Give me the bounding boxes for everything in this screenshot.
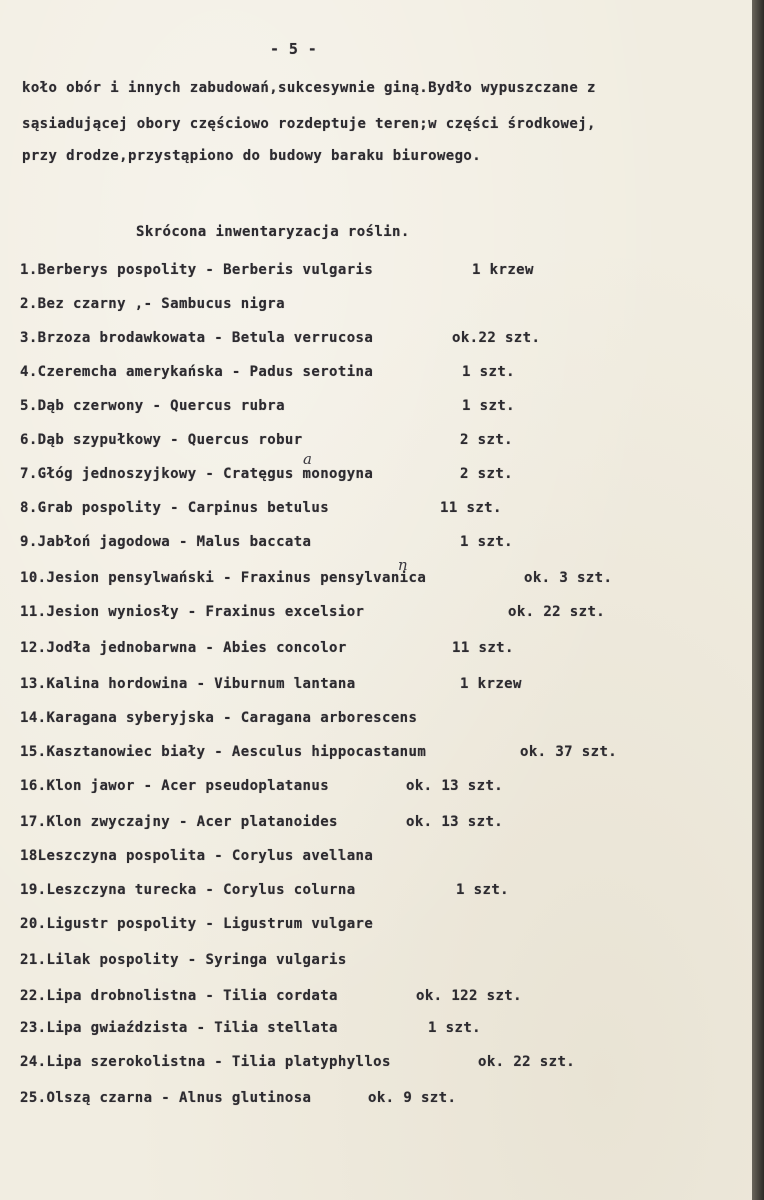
plant-list-item <box>20 778 329 794</box>
latin-name: Alnus glutinosa <box>178 1090 312 1106</box>
latin-name: Acer pseudoplatanus <box>161 778 330 794</box>
latin-name: Corylus colurna <box>223 882 356 898</box>
latin-name: Padus serotina <box>249 364 374 380</box>
item-number: 11. <box>20 604 47 620</box>
page-edge-shadow <box>752 0 764 1200</box>
page-number: - 5 - <box>270 40 318 58</box>
latin-name: Cratęgus monogyna <box>223 466 374 482</box>
polish-name: Dąb szypułkowy <box>37 432 162 448</box>
polish-name: Leszczyna pospolita <box>37 848 206 864</box>
plant-list-item <box>20 364 373 380</box>
polish-name: Bez czarny <box>37 296 126 312</box>
plant-list-item <box>20 814 338 830</box>
name-separator: - <box>178 952 206 968</box>
name-separator: - <box>187 1020 215 1036</box>
handwritten-correction-item10: n <box>398 556 408 574</box>
name-separator: - <box>152 1090 179 1106</box>
paragraph-line-1: koło obór i innych zabudowań,sukcesywnie giną.Bydło wypuszczane z <box>22 80 596 96</box>
plant-list-item <box>20 882 356 898</box>
plant-list-item <box>20 676 356 692</box>
quantity: 1 szt. <box>460 534 513 550</box>
item-number: 16. <box>20 778 47 794</box>
item-number: 15. <box>20 744 47 760</box>
item-number: 4. <box>20 364 38 380</box>
section-heading: Skrócona inwentaryzacja roślin. <box>136 224 410 240</box>
item-number: 9. <box>20 534 38 550</box>
polish-name: Kasztanowiec biały <box>46 744 206 760</box>
name-separator: - <box>170 814 197 830</box>
item-number: 25. <box>20 1090 47 1106</box>
polish-name: Jesion pensylwański <box>46 570 215 586</box>
item-number: 14. <box>20 710 47 726</box>
plant-list-item <box>20 1020 338 1036</box>
latin-name: Corylus avellana <box>231 848 374 864</box>
item-number: 19. <box>20 882 47 898</box>
latin-name: Aesculus hippocastanum <box>231 744 427 760</box>
latin-name: Abies concolor <box>223 640 347 656</box>
polish-name: Lipa drobnolistna <box>46 988 197 1004</box>
polish-name: Klon zwyczajny <box>46 814 171 830</box>
polish-name: Jodła jednobarwna <box>46 640 197 656</box>
name-separator: - <box>170 534 197 550</box>
name-separator: - <box>223 364 250 380</box>
polish-name: Berberys pospolity <box>37 262 197 278</box>
name-separator: - <box>205 848 232 864</box>
name-separator: - <box>161 432 188 448</box>
latin-name: Tilia platyphyllos <box>231 1054 391 1070</box>
quantity: 11 szt. <box>452 640 514 656</box>
quantity: ok. 22 szt. <box>508 604 606 620</box>
item-number: 22. <box>20 988 47 1004</box>
quantity: 1 krzew <box>460 676 522 692</box>
name-separator: - <box>196 882 224 898</box>
name-separator: - <box>205 330 232 346</box>
polish-name: Karagana syberyjska <box>46 710 215 726</box>
item-number: 18 <box>20 848 38 864</box>
polish-name: Lilak pospolity <box>46 952 179 968</box>
quantity: ok. 122 szt. <box>416 988 522 1004</box>
name-separator: - <box>143 398 171 414</box>
item-number: 12. <box>20 640 47 656</box>
quantity: ok. 37 szt. <box>520 744 618 760</box>
polish-name: Kalina hordowina <box>46 676 188 692</box>
name-separator: - <box>161 500 188 516</box>
name-separator: - <box>205 744 232 760</box>
polish-name: Brzoza brodawkowata <box>37 330 206 346</box>
quantity: 1 szt. <box>462 398 515 414</box>
name-separator: - <box>134 778 162 794</box>
paragraph-line-3: przy drodze,przystąpiono do budowy baraku biurowego. <box>22 148 482 164</box>
plant-list-item <box>20 500 329 516</box>
item-number: 2. <box>20 296 38 312</box>
item-number: 20. <box>20 916 47 932</box>
item-number: 1. <box>20 262 38 278</box>
item-number: 23. <box>20 1020 47 1036</box>
latin-name: Sambucus nigra <box>161 296 285 312</box>
plant-list-item <box>20 640 347 656</box>
quantity: 2 szt. <box>460 432 513 448</box>
plant-list-item <box>20 916 373 932</box>
latin-name: Caragana arborescens <box>240 710 418 726</box>
item-number: 24. <box>20 1054 47 1070</box>
name-separator: - <box>196 466 224 482</box>
latin-name: Syringa vulgaris <box>205 952 347 968</box>
item-number: 8. <box>20 500 38 516</box>
plant-list-item <box>20 330 373 346</box>
quantity: 1 szt. <box>428 1020 481 1036</box>
plant-list-item <box>20 432 303 448</box>
polish-name: Olszą czarna <box>46 1090 153 1106</box>
polish-name: Ligustr pospolity <box>46 916 197 932</box>
latin-name: Quercus rubra <box>170 398 285 414</box>
latin-name: Tilia stellata <box>214 1020 338 1036</box>
quantity: ok. 22 szt. <box>478 1054 576 1070</box>
latin-name: Fraxinus pensylvanica <box>240 570 427 586</box>
item-number: 10. <box>20 570 47 586</box>
name-separator: - <box>187 676 215 692</box>
plant-list-item <box>20 988 338 1004</box>
name-separator: ,- <box>125 296 162 312</box>
quantity: 11 szt. <box>440 500 502 516</box>
quantity: ok. 9 szt. <box>368 1090 457 1106</box>
plant-list-item <box>20 262 373 278</box>
quantity: ok. 3 szt. <box>524 570 613 586</box>
plant-list-item <box>20 534 311 550</box>
latin-name: Carpinus betulus <box>187 500 330 516</box>
plant-list-item <box>20 466 373 482</box>
plant-list-item <box>20 604 364 620</box>
latin-name: Betula verrucosa <box>231 330 374 346</box>
item-number: 13. <box>20 676 47 692</box>
quantity: ok. 13 szt. <box>406 778 504 794</box>
quantity: ok. 13 szt. <box>406 814 504 830</box>
item-number: 7. <box>20 466 38 482</box>
latin-name: Acer platanoides <box>196 814 338 830</box>
plant-list-item <box>20 570 426 586</box>
latin-name: Viburnum lantana <box>214 676 356 692</box>
quantity: 1 szt. <box>462 364 515 380</box>
polish-name: Głóg jednoszyjkowy <box>37 466 197 482</box>
name-separator: - <box>196 988 224 1004</box>
latin-name: Berberis vulgaris <box>223 262 374 278</box>
polish-name: Leszczyna turecka <box>46 882 197 898</box>
quantity: 1 krzew <box>472 262 534 278</box>
quantity: 1 szt. <box>456 882 509 898</box>
plant-list-item <box>20 1090 311 1106</box>
polish-name: Klon jawor <box>46 778 135 794</box>
paragraph-line-2: sąsiadującej obory częściowo rozdeptuje teren;w części środkowej, <box>22 116 596 132</box>
latin-name: Quercus robur <box>187 432 303 448</box>
name-separator: - <box>196 262 224 278</box>
latin-name: Malus baccata <box>196 534 312 550</box>
name-separator: - <box>196 916 224 932</box>
polish-name: Jabłoń jagodowa <box>37 534 171 550</box>
name-separator: - <box>214 710 241 726</box>
polish-name: Czeremcha amerykańska <box>37 364 224 380</box>
latin-name: Ligustrum vulgare <box>223 916 374 932</box>
item-number: 6. <box>20 432 38 448</box>
latin-name: Tilia cordata <box>223 988 338 1004</box>
name-separator: - <box>205 1054 232 1070</box>
name-separator: - <box>178 604 206 620</box>
plant-list-item <box>20 744 426 760</box>
plant-list-item <box>20 952 347 968</box>
name-separator: - <box>196 640 224 656</box>
polish-name: Jesion wyniosły <box>46 604 179 620</box>
polish-name: Dąb czerwony <box>37 398 144 414</box>
quantity: 2 szt. <box>460 466 513 482</box>
item-number: 3. <box>20 330 38 346</box>
plant-list-item <box>20 296 285 312</box>
item-number: 21. <box>20 952 47 968</box>
plant-list-item <box>20 848 373 864</box>
polish-name: Lipa gwiaździsta <box>46 1020 188 1036</box>
plant-list-item <box>20 710 417 726</box>
handwritten-correction-item7: a <box>303 450 312 468</box>
item-number: 17. <box>20 814 47 830</box>
plant-list-item <box>20 1054 391 1070</box>
latin-name: Fraxinus excelsior <box>205 604 365 620</box>
plant-list-item <box>20 398 285 414</box>
quantity: ok.22 szt. <box>452 330 541 346</box>
polish-name: Lipa szerokolistna <box>46 1054 206 1070</box>
polish-name: Grab pospolity <box>37 500 162 516</box>
item-number: 5. <box>20 398 38 414</box>
name-separator: - <box>214 570 241 586</box>
